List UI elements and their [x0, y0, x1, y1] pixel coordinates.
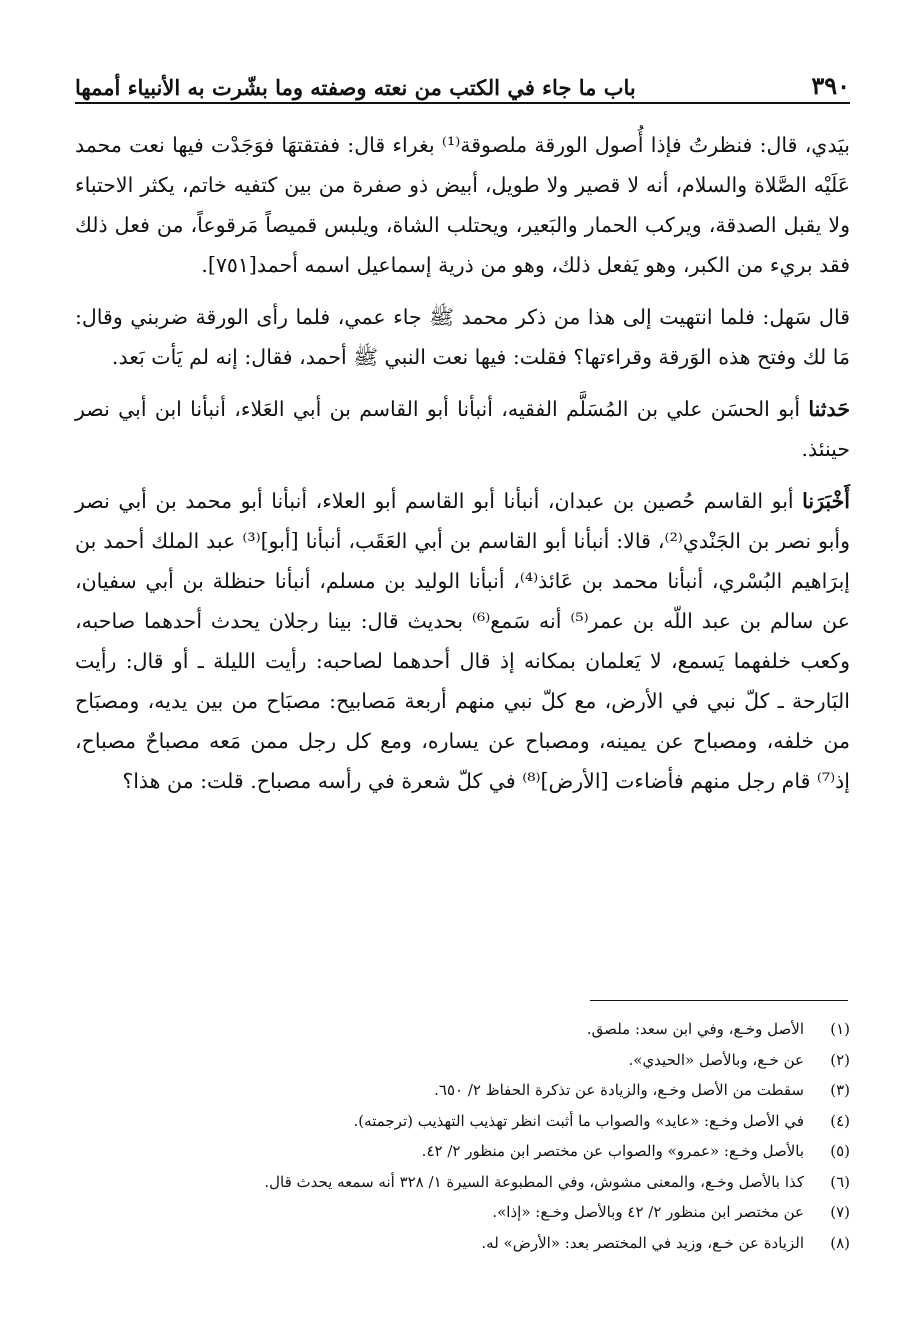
- footnote: [75, 1075, 850, 1106]
- paragraph-3-text: أبو الحسَن علي بن المُسَلَّم الفقيه، أنبأنا أبو القاسم بن أبي العَلاء، أنبأنا ابن أبي نصر حينئذ.: [75, 397, 850, 461]
- footnote-text: كذا بالأصل وخـع، والمعنى مشوش، وفي المطبوعة السيرة ١/ ٣٢٨ أنه سمعه يحدث قال.: [264, 1172, 804, 1191]
- footnote: [75, 1228, 850, 1259]
- paragraph-4-text: أبو القاسم حُصين بن عبدان، أنبأنا أبو القاسم أبو العلاء، أنبأنا أبو محمد بن أبي نصر وأبو نصر بن الجَنْدي⁽²⁾، قالا: أنبأنا أبو القاسم بن أبي العَقَب، أنبأنا [أبو]⁽³⁾ عبد الملك أحمد بن إبرَاهيم البُسْري، أنبأنا محمد بن عَائذ⁽⁴⁾، أنبأنا الوليد بن مسلم، أنبأنا حنظلة بن أبي سفيان، عن سالم بن عبد اللّه بن عمر⁽⁵⁾ أنه سَمع⁽⁶⁾ بحديث قال: بينا رجلان يحدث أحدهما صاحبه، وكعب خلفهما يَسمع، لا يَعلمان بمكانه إذ قال أحدهما لصاحبه: رأيت الليلة ـ أو قال: رأيت البَارحة ـ كلّ نبي في الأرض، مع كلّ نبي منهم أربعة مَصابيح: مصبَاح من بين يديه، ومصبَاح من خلفه، ومصباح عن يمينه، ومصباح عن يساره، ومع كل رجل ممن مَعه مصباحٌ مصباح، إذ⁽⁷⁾ قام رجل منهم فأضاءت [الأرض]⁽⁸⁾ في كلّ شعرة في رأسه مصباح. قلت: من هذا؟: [75, 489, 851, 793]
- paragraph-2: قال سَهل: فلما انتهيت إلى هذا من ذكر محمد ﷺ جاء عمي، فلما رأى الورقة ضربني وقال: مَا لك وفتح هذه الوَرقة وقراءتها؟ فقلت: فيها نعت النبي ﷺ أحمد، فقال: إنه لم يَأت بَعد.: [75, 305, 850, 369]
- footnote-text: بالأصل وخـع: «عمرو» والصواب عن مختصر ابن منظور ٢/ ٤٢.: [421, 1142, 804, 1160]
- paragraph-3: [75, 389, 850, 469]
- footnote-text: في الأصل وخـع: «عايد» والصواب ما أثبت انظر تهذيب التهذيب (ترجمته).: [353, 1111, 804, 1130]
- footnote-number: (٢): [830, 1050, 850, 1069]
- header-rule: [75, 102, 850, 104]
- footnote-text: الزيادة عن خـع، وزيد في المختصر بعد: «الأرض» له.: [481, 1233, 804, 1252]
- footnotes: [75, 1014, 850, 1258]
- page-header: [75, 60, 850, 100]
- main-text: [75, 125, 850, 811]
- footnote: [75, 1014, 850, 1045]
- footnote-text: الأصل وخـع، وفي ابن سعد: ملصق.: [586, 1020, 804, 1038]
- running-title: باب ما جاء في الكتب من نعته وصفته وما بشّرت به الأنبياء أممها: [75, 75, 636, 100]
- footnote-number: (٧): [830, 1203, 850, 1221]
- paragraph-4: [75, 481, 850, 801]
- footnote-text: سقطت من الأصل وخـع، والزيادة عن تذكرة الحفاظ ٢/ ٦٥٠.: [434, 1081, 804, 1099]
- footnote-number: (١): [830, 1020, 850, 1038]
- footnote: [75, 1197, 850, 1228]
- footnote: [75, 1167, 850, 1198]
- footnote: [75, 1045, 850, 1076]
- paragraph-1: بيَدي، قال: فنظرتُ فإذا أُصول الورقة ملصوقة⁽¹⁾ بغراء قال: ففتقتهَا فوَجَدْت فيها نعت محمد عَلَيْه الصَّلاة والسلام، أنه لا قصير ولا طويل، أبيض ذو صفرة من بين كتفيه خاتم، يكثر الاحتباء ولا يقبل الصدقة، ويركب الحمار والبَعير، ويحتلب الشاة، ويلبس قميصاً مَرقوعاً، من فعل ذلك فقد بريء من الكبر، وهو يَفعل ذلك، وهو من ذرية إسماعيل اسمه أحمد[٧٥١].: [75, 133, 851, 277]
- footnote: [75, 1136, 850, 1167]
- footnote-number: (٦): [830, 1172, 850, 1191]
- footnote-number: (٥): [830, 1142, 850, 1160]
- footnote-number: (٨): [830, 1233, 850, 1252]
- footnote-rule: [590, 1000, 848, 1001]
- page-number: ٣٩٠: [811, 71, 850, 100]
- hadith-lead-word: أَخْبَرَنا: [802, 489, 850, 513]
- footnote-number: (٤): [830, 1111, 850, 1130]
- footnote-text: عن خـع، وبالأصل «الحيدي».: [628, 1050, 804, 1069]
- footnote-number: (٣): [830, 1081, 850, 1099]
- hadith-lead-word: حَدثنا: [808, 397, 850, 421]
- footnote-text: عن مختصر ابن منظور ٢/ ٤٢ وبالأصل وخـع: «إذا».: [492, 1203, 804, 1221]
- footnote: [75, 1106, 850, 1137]
